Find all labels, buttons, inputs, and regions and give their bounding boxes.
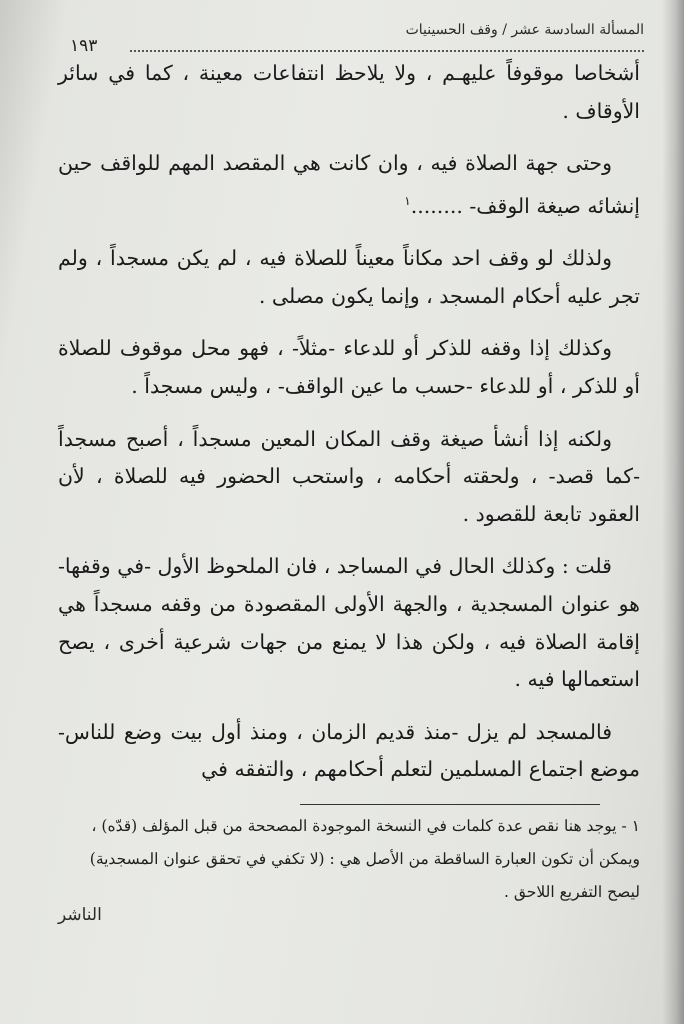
paragraph-2-text: وحتى جهة الصلاة فيه ، وان كانت هي المقصد المهم للواقف حين إنشائه صيغة الوقف- ........ [58,151,640,218]
paragraph-7: فالمسجد لم يزل -منذ قديم الزمان ، ومنذ أول بيت وضع للناس- موضع اجتماع المسلمين لتعلم أحكامهم ، والتفقه في [58,719,640,782]
paragraph-1: أشخاصا موقوفاً عليهـم ، ولا يلاحظ انتفاعات معينة ، كما في سائر الأوقاف . [58,61,640,123]
publisher-label: الناشر [58,905,102,925]
body-text [58,55,640,804]
footnote-rule [300,804,600,805]
paragraph-4: وكذلك إذا وقفه للذكر أو للدعاء -مثلاً- ، فهو محل موقوف للصلاة أو للذكر ، أو للدعاء -حسب ما عين الواقف- ، وليس مسجداً . [58,336,640,398]
paragraph-2 [58,145,640,225]
paragraph-5: ولكنه إذا أنشأ صيغة وقف المكان المعين مسجداً ، أصبح مسجداً -كما قصد- ، ولحقته أحكامه ، واستحب الحضور فيه للصلاة ، لأن العقود تابعة للقصود . [58,426,640,526]
header-dotted-rule [130,50,644,52]
footnote-line-3: ليصح التفريع اللاحق . [503,883,640,901]
footnote [58,810,640,909]
running-title: المسألة السادسة عشر / وقف الحسينيات [405,22,644,38]
footnote-line-2: ويمكن أن تكون العبارة الساقطة من الأصل هي : (لا تكفي في تحقق عنوان المسجدية) [89,850,640,868]
paragraph-6: قلت : وكذلك الحال في المساجد ، فان الملحوظ الأول -في وقفها- هو عنوان المسجدية ، والجهة الأولى المقصودة من وقفه مسجداً هي إقامة الصلاة فيه ، ولكن هذا لا يمنع من جهات شرعية أخرى ، يصح استعمالها فيه . [58,554,640,692]
footnote-line-1: ١ - يوجد هنا نقص عدة كلمات في النسخة الموجودة المصححة من قبل المؤلف (قدّه) ، [91,817,640,835]
page-number: ١٩٣ [70,36,98,56]
footnote-marker: ١ [404,193,411,208]
paragraph-3: ولذلك لو وقف احد مكاناً معيناً للصلاة فيه ، لم يكن مسجداً ، ولم تجر عليه أحكام المسجد ، وإنما يكون مصلى . [58,246,640,308]
spine-shadow [662,0,684,1024]
